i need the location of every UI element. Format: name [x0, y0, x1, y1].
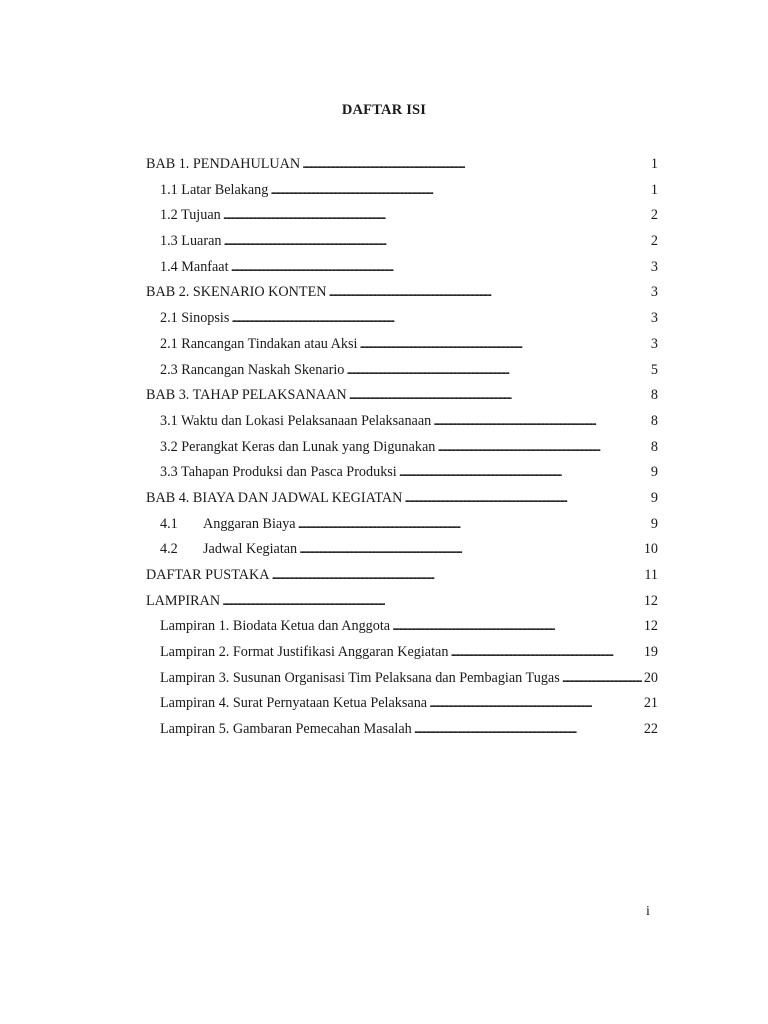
- toc-entry-label: 3.2 Perangkat Keras dan Lunak yang Digunakan: [160, 438, 436, 455]
- toc-entry-page: 9: [650, 515, 658, 532]
- toc-entry-page: 3: [650, 310, 658, 327]
- toc-entry-page: 2: [650, 233, 658, 250]
- toc-entry-label: 3.3 Tahapan Produksi dan Pasca Produksi: [160, 464, 397, 481]
- toc-entry: [146, 306, 658, 332]
- toc-entry-page: 1: [650, 156, 658, 172]
- toc-entry: [146, 383, 658, 409]
- dot-leader: [270, 178, 649, 204]
- toc-entry-label: 2.1 Sinopsis: [160, 310, 230, 327]
- toc-entry: [146, 537, 658, 563]
- toc-entry: [146, 486, 658, 512]
- toc-entry-page: 3: [650, 258, 658, 275]
- toc-entry: [146, 332, 658, 358]
- dot-leader: [433, 409, 649, 435]
- toc-entry-label: Lampiran 5. Gambaran Pemecahan Masalah: [160, 721, 412, 738]
- toc-entry-page: 12: [643, 592, 658, 609]
- dot-leader: [222, 589, 642, 615]
- dot-leader: [223, 229, 648, 255]
- toc-entry-label: Anggaran Biaya: [203, 515, 296, 532]
- page-title: DAFTAR ISI: [341, 102, 427, 118]
- dot-leader: [231, 306, 649, 332]
- toc-entry-page: 9: [650, 464, 658, 481]
- toc-entry-page: 1: [650, 181, 658, 198]
- toc-entry: [146, 460, 658, 486]
- dot-leader: [346, 358, 649, 384]
- toc-entry-page: 10: [643, 541, 658, 558]
- toc-entry-label: Jadwal Kegiatan: [203, 541, 298, 558]
- toc-entry-label: 2.1 Rancangan Tindakan atau Aksi: [160, 335, 358, 352]
- toc-entry-number: 4.2: [160, 541, 178, 558]
- dot-leader: [392, 614, 642, 640]
- dot-leader: [429, 691, 642, 717]
- toc-entry-label: 1.3 Luaran: [160, 233, 222, 250]
- toc-entry: [146, 512, 658, 538]
- toc-entry-label: 2.3 Rancangan Naskah Skenario: [160, 361, 345, 378]
- toc-entry-page: 8: [650, 438, 658, 455]
- toc-entry-label: 3.1 Waktu dan Lokasi Pelaksanaan Pelaksanaan: [160, 412, 432, 429]
- toc-entry: [146, 178, 658, 204]
- toc-entry-page: 5: [650, 361, 658, 378]
- dot-leader: [359, 332, 648, 358]
- toc-entry-page: 8: [650, 387, 658, 404]
- toc-entry: [146, 563, 658, 589]
- toc-entry-page: 21: [643, 695, 658, 712]
- dot-leader: [414, 717, 642, 743]
- dot-leader: [329, 280, 649, 306]
- toc-entry: [146, 691, 658, 717]
- toc-entry: [146, 666, 658, 692]
- toc-entry-label: Lampiran 1. Biodata Ketua dan Anggota: [160, 618, 391, 635]
- toc-entry-number: 4.1: [160, 515, 178, 532]
- toc-entry: [146, 203, 658, 229]
- table-of-contents: [146, 152, 658, 743]
- toc-entry-page: 19: [643, 644, 658, 661]
- toc-entry-label: 1.1 Latar Belakang: [160, 181, 269, 198]
- toc-entry-page: 9: [650, 489, 658, 506]
- toc-entry: [146, 229, 658, 255]
- toc-entry-label: 1.4 Manfaat: [160, 258, 229, 275]
- dot-leader: [302, 152, 649, 178]
- toc-entry: [146, 409, 658, 435]
- toc-entry: [146, 280, 658, 306]
- toc-entry-page: 11: [644, 567, 658, 583]
- dot-leader: [404, 486, 649, 512]
- dot-leader: [271, 563, 642, 589]
- toc-entry-page: 20: [643, 669, 658, 686]
- toc-entry: [146, 717, 658, 743]
- toc-entry-label: 1.2 Tujuan: [160, 207, 221, 224]
- toc-entry: [146, 255, 658, 281]
- toc-entry-label: BAB 4. BIAYA DAN JADWAL KEGIATAN: [146, 489, 403, 506]
- toc-entry-label: BAB 2. SKENARIO KONTEN: [146, 284, 327, 301]
- toc-entry-label: Lampiran 4. Surat Pernyataan Ketua Pelaksana: [160, 695, 428, 712]
- dot-leader: [223, 203, 649, 229]
- toc-entry-page: 3: [650, 335, 658, 352]
- dot-leader: [299, 537, 642, 563]
- toc-entry-label: BAB 3. TAHAP PELAKSANAAN: [146, 387, 347, 404]
- dot-leader: [562, 666, 642, 692]
- dot-leader: [298, 512, 649, 538]
- toc-entry-label: Lampiran 3. Susunan Organisasi Tim Pelaksana dan Pembagian Tugas: [160, 669, 560, 686]
- dot-leader: [231, 255, 649, 281]
- toc-entry-page: 8: [650, 412, 658, 429]
- toc-entry-page: 22: [643, 721, 658, 738]
- toc-entry: [146, 152, 658, 178]
- toc-entry-label: LAMPIRAN: [146, 592, 221, 609]
- toc-entry: [146, 614, 658, 640]
- toc-entry-page: 12: [643, 618, 658, 635]
- toc-entry: [146, 589, 658, 615]
- toc-entry-label: Lampiran 2. Format Justifikasi Anggaran Kegiatan: [160, 644, 449, 661]
- toc-entry: [146, 358, 658, 384]
- toc-entry-label: DAFTAR PUSTAKA: [146, 567, 270, 583]
- dot-leader: [450, 640, 641, 666]
- dot-leader: [399, 460, 649, 486]
- toc-entry-label: BAB 1. PENDAHULUAN: [146, 156, 301, 172]
- toc-entry: [146, 640, 658, 666]
- page-number: i: [646, 904, 650, 919]
- dot-leader: [437, 435, 649, 461]
- toc-entry-page: 3: [650, 284, 658, 301]
- dot-leader: [349, 383, 649, 409]
- toc-entry: [146, 435, 658, 461]
- toc-entry-page: 2: [650, 207, 658, 224]
